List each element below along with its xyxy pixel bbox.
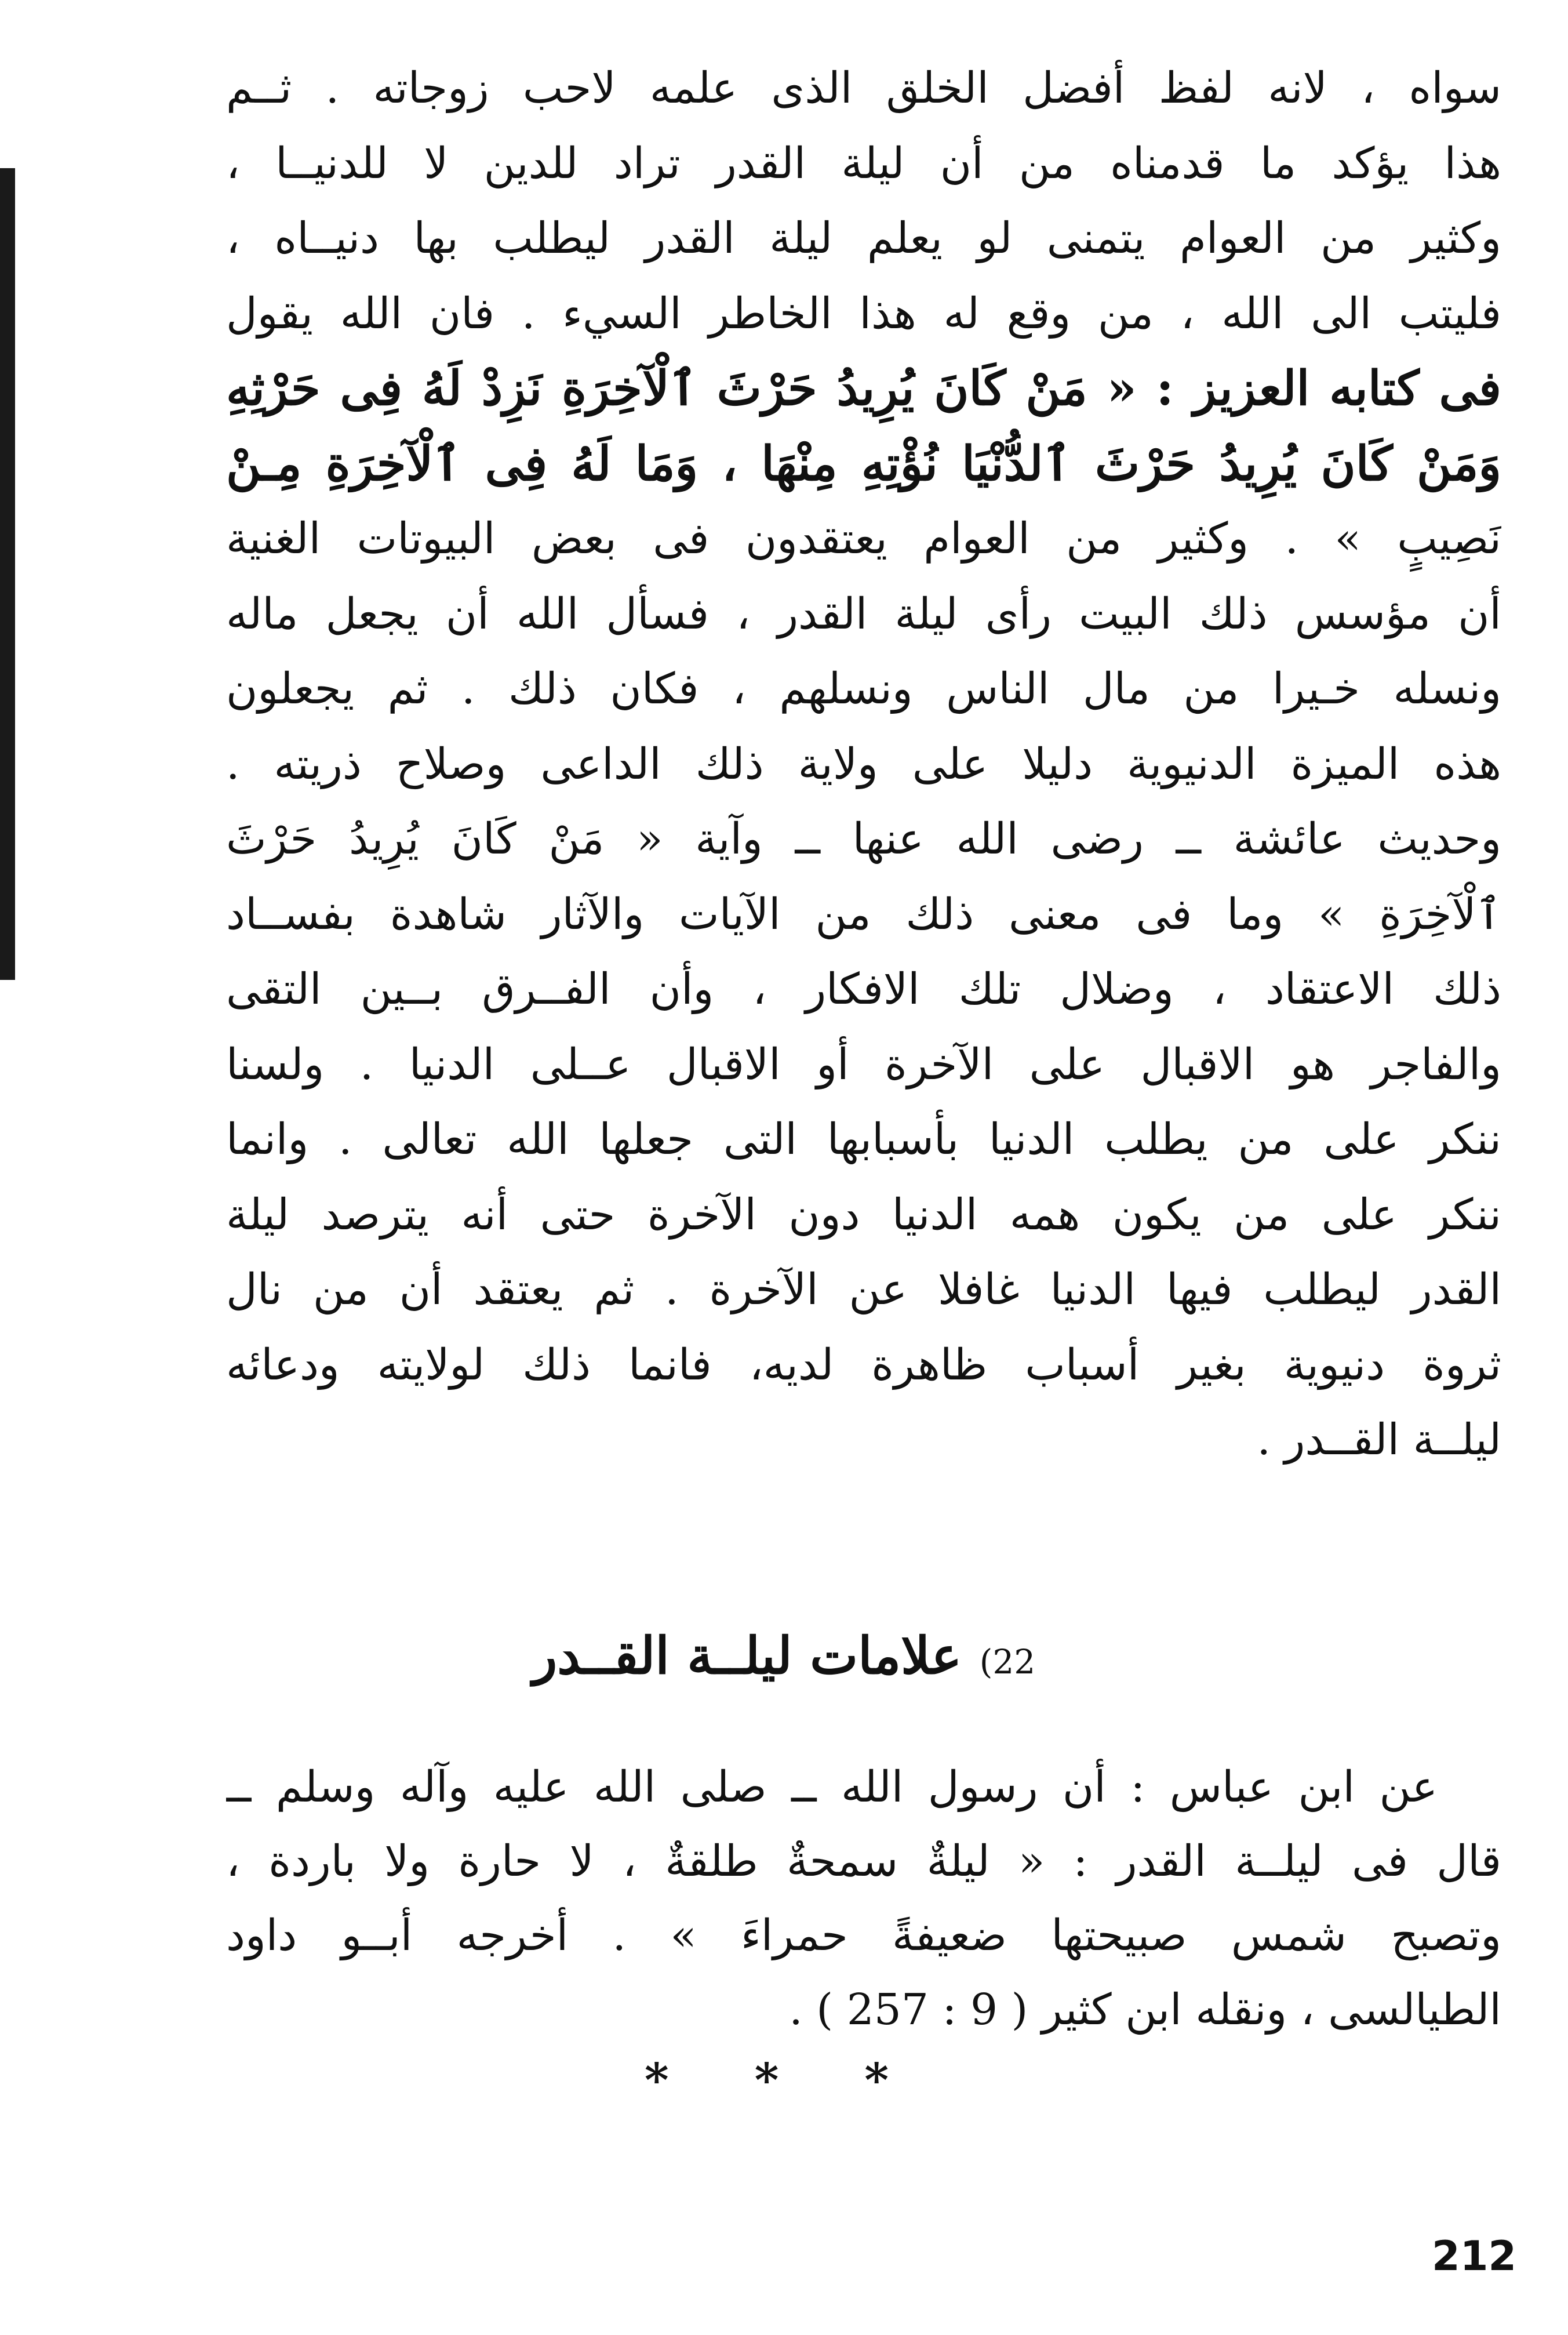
text-line: فليتب الى الله ، من وقع له هذا الخاطر السيء . فان الله يقول: [226, 288, 1501, 339]
separator-stars: * * *: [644, 2053, 924, 2107]
text-line: سواه ، لانه لفظ أفضل الخلق الذى علمه لاحب زوجاته . ثــم: [226, 63, 1501, 113]
text-line: ونسله خـيرا من مال الناس ونسلهم ، فكان ذلك . ثم يجعلون: [226, 664, 1501, 714]
text-line: أن مؤسس ذلك البيت رأى ليلة القدر ، فسأل الله أن يجعل ماله: [226, 589, 1501, 639]
quran-verse-line: فى كتابه العزيز : « مَنْ كَانَ يُرِيدُ حَرْثَ ٱلْآخِرَةِ نَزِدْ لَهُ فِى حَرْثِهِ: [226, 361, 1501, 416]
body-paragraph: [226, 51, 1501, 1478]
text-line: ننكر على من يطلب الدنيا بأسبابها التى جعلها الله تعالى . وانما: [226, 1114, 1501, 1164]
quran-verse-line: وَمَنْ كَانَ يُرِيدُ حَرْثَ ٱلدُّنْيَا نُؤْتِهِ مِنْهَا ، وَمَا لَهُ فِى ٱلْآخِرَةِ مِـنْ: [226, 435, 1501, 492]
text-line: ننكر على من يكون همه الدنيا دون الآخرة حتى أنه يترصد ليلة: [226, 1189, 1501, 1240]
text-line: وكثير من العوام يتمنى لو يعلم ليلة القدر ليطلب بها دنيــاه ،: [226, 213, 1501, 263]
text-line: ذلك الاعتقاد ، وضلال تلك الافكار ، وأن الفــرق بــين التقى: [226, 964, 1501, 1014]
binding-shadow: [0, 168, 15, 980]
page-number: 212: [1432, 2232, 1517, 2280]
text-line: هذا يؤكد ما قدمناه من أن ليلة القدر تراد للدين لا للدنيــا ،: [226, 138, 1501, 188]
hadith-line: عن ابن عباس : أن رسول الله ــ صلى الله عليه وآله وسلم ــ: [226, 1762, 1438, 1812]
text-line: والفاجر هو الاقبال على الآخرة أو الاقبال عــلى الدنيا . ولسنا: [226, 1039, 1501, 1090]
text-line: ثروة دنيوية بغير أسباب ظاهرة لديه، فانما ذلك لولايته ودعائه: [226, 1339, 1501, 1390]
hadith-paragraph: [226, 1750, 1501, 2047]
text-line: القدر ليطلب فيها الدنيا غافلا عن الآخرة . ثم يعتقد أن من نال: [226, 1265, 1501, 1314]
section-number: 22): [979, 1642, 1036, 1682]
hadith-line: قال فى ليلــة القدر : « ليلةٌ سمحةٌ طلقةٌ ، لا حارة ولا باردة ،: [226, 1836, 1501, 1886]
text-line: هذه الميزة الدنيوية دليلا على ولاية ذلك الداعى وصلاح ذريته .: [226, 739, 1501, 789]
hadith-line: الطيالسى ، ونقله ابن كثير ( 9 : 257 ) .: [789, 1985, 1501, 2035]
text-line: ٱلْآخِرَةِ » وما فى معنى ذلك من الآيات والآثار شاهدة بفســاد: [226, 889, 1501, 939]
section-title: علامات ليلــة القــدر: [532, 1625, 962, 1686]
text-line: وحديث عائشة ــ رضى الله عنها ــ وآية « مَنْ كَانَ يُرِيدُ حَرْثَ: [226, 814, 1501, 864]
hadith-line: وتصبح شمس صبيحتها ضعيفةً حمراءَ » . أخرجه أبــو داود: [226, 1911, 1501, 1960]
section-heading: [0, 1618, 1568, 1699]
text-line: نَصِيبٍ » . وكثير من العوام يعتقدون فى بعض البيوتات الغنية: [226, 514, 1501, 564]
text-line: ليلــة القــدر .: [1257, 1415, 1501, 1465]
